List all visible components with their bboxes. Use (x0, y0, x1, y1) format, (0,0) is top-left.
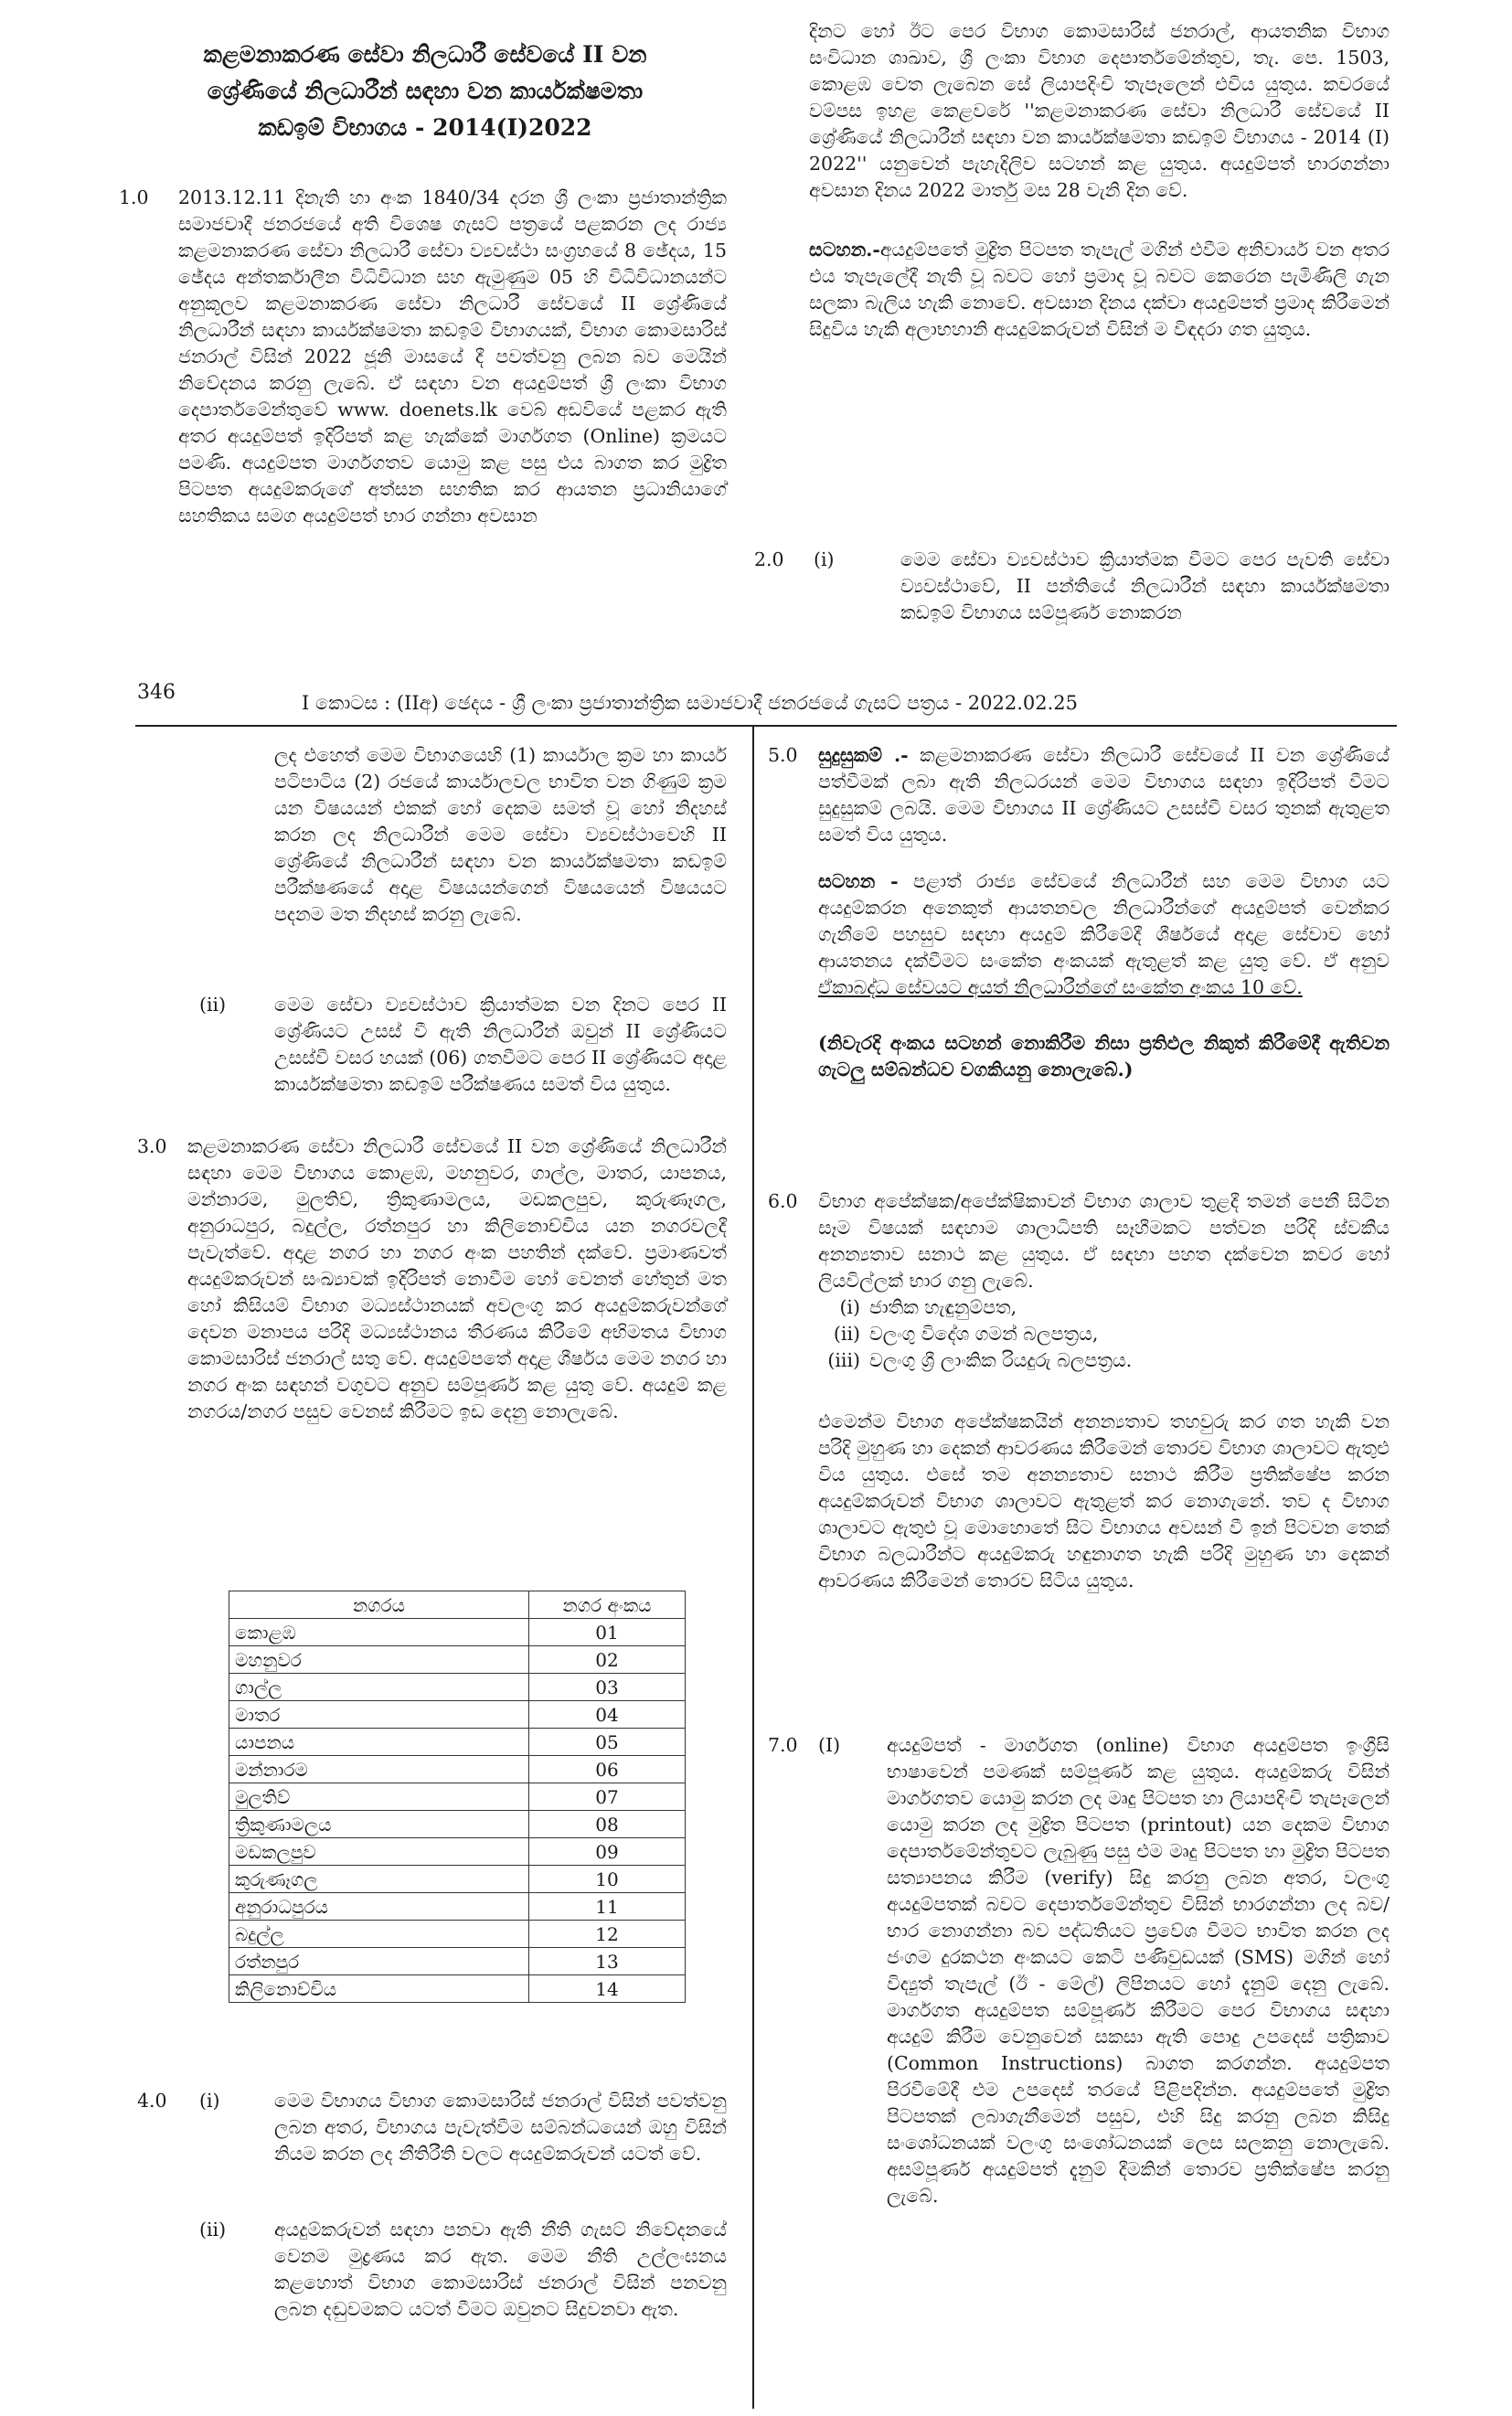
section-5-note-label: සටහන - (818, 870, 899, 892)
city-name-cell: කොළඹ (229, 1619, 529, 1646)
section-3-text: කළමනාකරණ සේවා නිලධාරී සේවයේ II වන ශ්‍රේණියේ නිලධාරීන් සඳහා මෙම විභාගය කොළඹ, මහනුවර, ගාල්ල, මාතර, යාපනය, මන්නාරම, මුලතිව්, ත්‍රිකුණාමලය, මඩකලපුව, කුරුණෑගල, අනුරාධපුර, බදුල්ල, රත්නපුර හා කිලිනොච්චිය යන නගරවලදී පැවැත්වේ. අදාළ නගර හා නගර අංක පහතින් දක්වේ. ප්‍රමාණවත් අයදුම්කරුවන් සංඛ්‍යාවක් ඉදිරිපත් නොවීම හෝ වෙනත් හේතුන් මත හෝ කිසියම් විභාග මධ්‍යස්ථානයක් අවලංගු කර අයදුම්කරුවන්ගේ දෙවන මනාපය පරිදි මධ්‍යස්ථානය තීරණය කිරීමේ අභිමතය විභාග කොමසාරිස් ජනරාල් සතු වේ. අයදුම්පතේ අදාළ ශීර්ෂය මෙම නගර හා නගර අංක සඳහන් වගුවට අනුව සම්පූර්ණ කළ යුතු වේ. අයදුම් කළ නගරය/නගර පසුව වෙනස් කිරීමට ඉඩ දෙනු නොලැබේ. (187, 1135, 727, 1422)
city-code-cell: 03 (529, 1674, 686, 1701)
section-4-ii-label: (ii) (199, 2219, 227, 2240)
section-6-text-2: එමෙන්ම විභාග අපේක්ෂකයින් අනන්‍යතාව තහවුරු කර ගත හැකි වන පරිදි මුහුණ හා දෙකන් ආවරණය කිරීමෙන් තොරව විභාග ශාලාවට ඇතුළු විය යුතුය. එසේ තම අනන්‍යතාව සනාථ කිරීම ප්‍රතික්ෂේප කරන අයදුම්කරුවන් විභාග ශාලාවට ඇතුළත් කර නොගැනේ. තව ද විභාග ශාලාවට ඇතුළු වූ මොහොතේ සිට විභාගය අවසන් වී ඉන් පිටවන තෙක් විභාග බලධාරීන්ට අයදුම්කරු හඳුනාගත හැකි පරිදි මුහුණ හා දෙකන් ආවරණය කිරීමෙන් තොරව සිටිය යුතුය. (818, 1410, 1390, 1591)
city-name-cell: ත්‍රිකුණාමලය (229, 1811, 529, 1838)
top-left-column (123, 37, 727, 146)
list-item-marker: (iii) (827, 1349, 860, 1371)
section-2-number: 2.0 (754, 548, 784, 570)
section-1-number: 1.0 (119, 186, 149, 208)
city-name-cell: කිලිනොච්චිය (229, 1975, 529, 2003)
section-1-body (178, 185, 727, 529)
section-4-i (274, 2088, 727, 2167)
header-rule (135, 725, 1397, 727)
city-name-cell: අනුරාධපුරය (229, 1893, 529, 1921)
section-4-i-label: (i) (199, 2090, 220, 2112)
city-code-cell: 06 (529, 1756, 686, 1783)
city-code-table (229, 1591, 686, 2003)
list-item (818, 1294, 1390, 1321)
table-row (229, 1756, 686, 1783)
section-1-note (809, 237, 1390, 343)
table-row (229, 1948, 686, 1975)
city-code-cell: 11 (529, 1893, 686, 1921)
table-row (229, 1783, 686, 1811)
city-name-cell: ගාල්ල (229, 1674, 529, 1701)
section-3-body (187, 1133, 727, 1425)
list-item-marker: (ii) (833, 1323, 860, 1345)
running-header: I කොටස : (IIඅ) ඡෙදය - ශ්‍රී ලංකා ප්‍රජාතාන්ත්‍රික සමාජවාදී ජනරජයේ ගැසට් පත්‍රය - 2022.02.25 (302, 692, 1079, 714)
section-1-note-text: අයදුම්පතේ මුද්‍රිත පිටපත තැපැල් මගින් එවීම අනිවාර්ය වන අතර එය තැපැලේදී නැති වූ බවට හෝ ප්‍රමාද වූ බවට කෙරෙන පැමිණිලි ගැන සලකා බැලිය හැකි නොවේ. අවසාන දිනය දක්වා අයදුම්පත් ප්‍රමාද කිරීමෙන් සිදුවිය හැකි අලාභහානි අයදුම්කරුවන් විසින් ම විඳදරා ගත යුතුය. (809, 239, 1390, 340)
table-row (229, 1921, 686, 1948)
table-row (229, 1701, 686, 1729)
section-1-text: 2013.12.11 දිනැති හා අංක 1840/34 දරන ශ්‍රී ලංකා ප්‍රජාතාන්ත්‍රික සමාජවාදී ජනරජයේ අති විශෙෂ ගැසට් පත්‍රයේ පළකරන ලද රාජ්‍ය කළමනාකරණ සේවා නිලධාරී සේවා ව්‍යවස්ථා සංග්‍රහයේ 8 ඡේදය, 15 ඡේදය අන්තර්කාලීන විධිවිධාන සහ ඇමුණුම 05 හි විධිවිධානයන්ට අනුකූලව කළමනාකරණ සේවා නිලධාරී සේවයේ II ශ්‍රේණියේ නිලධාරීන් සඳහා කාර්යක්ෂමතා කඩඉම් විභාගයක්, විභාග කොමසාරිස් ජනරාල් විසින් 2022 ජූනි මාසයේ දී පවත්වනු ලබන බව මෙයින් නිවේදනය කරනු ලැබේ. ඒ සඳහා වන අයදුම්පත් ශ්‍රී ලංකා විභාග දෙපාර්තමේන්තුවේ www. doenets.lk වෙබ් අඩවියේ පළකර ඇති අතර අයදුම්පත් ඉදිරිපත් කළ හැක්කේ මාර්ගගත (Online) ක්‍රමයට පමණි. අයදුම්පත මාර්ගගතව යොමු කළ පසු එය බාගත කර මුද්‍රිත පිටපත අයදුම්කරුගේ අත්සන සහතික කර ආයතන ප්‍රධානියාගේ සහතිකය සමග අයදුම්පත් භාර ගන්නා අවසාන (178, 186, 727, 527)
table-header-city: නගරය (229, 1591, 529, 1619)
section-6-body (818, 1188, 1390, 1594)
section-2-i-continuation-text: ලද එහෙත් මෙම විභාගයෙහි (1) කාර්යාල ක්‍රම හා කාර්ය පටිපාටිය (2) රජයේ කාර්යාලවල භාවිත වන ගිණුම් ක්‍රම යන විෂයයන් එකක් හෝ දෙකම සමත් වූ හෝ නිදහස් කරන ලද නිලධාරීන් මෙම සේවා ව්‍යවස්ථාවෙහි II ශ්‍රේණියේ නිලධාරීන් සඳහා වන කාර්යක්ෂමතා කඩඉම් පරීක්ෂණයේ අදාළ විෂයයන්ගෙන් විෂයයෙන් විෂයයට පදනම මත නිදහස් කරනු ලැබේ. (274, 744, 727, 925)
city-code-cell: 13 (529, 1948, 686, 1975)
section-2-i-continuation (274, 742, 727, 928)
top-right-column (809, 18, 1390, 343)
city-code-cell: 08 (529, 1811, 686, 1838)
table-row (229, 1619, 686, 1646)
page-title-line-3: කඩඉම් විභාගය - 2014(I)2022 (258, 114, 592, 141)
section-4-ii-text: අයදුම්කරුවන් සඳහා පනවා ඇති නීති ගැසට් නිවේදනයේ වෙනම මුද්‍රණය කර ඇත. මෙම නීති උල්ලංඝනය කළහොත් විභාග කොමසාරිස් ජනරාල් විසින් පනවනු ලබන දඬුවමකට යටත් වීමට ඔවුනට සිදුවනවා ඇත. (274, 2219, 727, 2320)
section-7-body (887, 1732, 1390, 2209)
table-header-code: නගර අංකය (529, 1591, 686, 1619)
table-row (229, 1811, 686, 1838)
table-row (229, 1975, 686, 2003)
section-5-body (818, 742, 1390, 1083)
city-name-cell: මන්නාරම (229, 1756, 529, 1783)
table-row (229, 1866, 686, 1893)
section-7-text: අයදුම්පත් - මාර්ගගත (online) විභාග අයදුම්පත ඉංග්‍රීසි භාෂාවෙන් පමණක් සම්පූර්ණ කළ යුතුය. අයදුම්කරු විසින් මාර්ගගතව යොමු කරන ලද මෘදු පිටපත හා ලියාපදිංචි තැපෑලෙන් යොමු කරන ලද මුද්‍රිත පිටපත (printout) යන දෙකම විභාග දෙපාර්තමේන්තුවට ලැබුණු පසු එම මෘදු පිටපත හා මුද්‍රිත පිටපත සත්‍යාපනය කිරීම (verify) සිදු කරනු ලබන අතර, වලංගු අයදුම්පතක් බවට දෙපාර්තමේන්තුව විසින් භාරගන්නා ලද බව/භාර නොගන්නා බව පද්ධතියට ප්‍රවේශ වීමට භාවිත කරන ලද ජංගම දුරකථන අංකයට කෙටි පණිවුඩයක් (SMS) මගින් හෝ විද්‍යුත් තැපැල් (ඊ - මේල්) ලිපිනයට හෝ දැනුම් දෙනු ලැබේ. මාර්ගගත අයදුම්පත සම්පූර්ණ කිරීමට පෙර විභාගය සඳහා අයදුම් කිරීම වෙනුවෙන් සකසා ඇති පොදු උපදෙස් පත්‍රිකාව (Common Instructions) බාගත කරගන්න. අයදුම්පත පිරවීමේදී එම උපදෙස් තරයේ පිළිපදින්න. අයදුම්පතේ මුද්‍රිත පිටපතක් ලබාගැනීමෙන් පසුව, එහි සිදු කරනු ලබන කිසිදු සංශෝධනයක් වලංගු සංශෝධනයක් ලෙස සලකනු නොලැබේ. අසම්පූර්ණ අයදුම්පත් දැනුම් දීමකින් තොරව ප්‍රතික්ෂේප කරනු ලැබේ. (887, 1734, 1390, 2207)
section-1-continuation: දිනට හෝ ඊට පෙර විභාග කොමසාරිස් ජනරාල්, ආයතනික විභාග සංවිධාන ශාඛාව, ශ්‍රී ලංකා විභාග දෙපාර්තමේන්තුව, තැ. පෙ. 1503, කොළඹ වෙත ලැබෙන සේ ලියාපදිංචි තැපෑලෙන් එවිය යුතුය. කවරයේ වම්පස ඉහළ කෙළවරේ ''කළමනාකරණ සේවා නිලධාරී සේවයේ II ශ්‍රේණියේ නිලධාරීන් සඳහා වන කාර්යක්ෂමතා කඩඉම් විභාගය - 2014 (I) 2022'' යනුවෙන් පැහැදිලිව සටහන් කළ යුතුය. අයදුම්පත් භාරගන්නා අවසාන දිනය 2022 මාර්තු මස 28 වැනි දින වේ. (809, 20, 1390, 201)
column-divider (752, 727, 754, 2409)
city-rows (229, 1619, 686, 2003)
table-row (229, 1838, 686, 1866)
section-2-i-top-text: මෙම සේවා ව්‍යවස්ථාව ක්‍රියාත්මක වීමට පෙර පැවති සේවා ව්‍යවස්ථාවේ, II පන්තියේ නිලධාරීන් සඳහා කාර්යක්ෂමතා කඩඉම් විභාගය සම්පූර්ණ නොකරන (900, 548, 1390, 623)
section-7-label: (I) (818, 1734, 841, 1756)
city-code-cell: 07 (529, 1783, 686, 1811)
city-name-cell: රත්නපුර (229, 1948, 529, 1975)
city-code-cell: 09 (529, 1838, 686, 1866)
section-5-note-underlined: ඒකාබද්ධ සේවයට අයත් නිලධාරීන්ගේ සංකේත අංකය 10 වේ. (818, 976, 1303, 998)
list-item-text: ජාතික හැඳුනුම්පත, (869, 1296, 1017, 1318)
section-2-ii-label: (ii) (199, 994, 227, 1016)
city-code-cell: 04 (529, 1701, 686, 1729)
section-5-text (818, 742, 1390, 848)
city-name-cell: මහනුවර (229, 1646, 529, 1674)
city-name-cell: මාතර (229, 1701, 529, 1729)
city-code-cell: 12 (529, 1921, 686, 1948)
table-row (229, 1729, 686, 1756)
section-5-text-content: කළමනාකරණ සේවා නිලධාරී සේවයේ II වන ශ්‍රේණියේ පත්වීමක් ලබා ඇති නිලධරයන් මෙම විභාගය සඳහා ඉදිරිපත් වීමට සුදුසුකම් ලබයි. මෙම විභාගය II ශ්‍රේණියට උසස්වී වසර තුනක් ඇතුළත සමත් විය යුතුය. (818, 744, 1390, 846)
table-row (229, 1674, 686, 1701)
table-row (229, 1646, 686, 1674)
city-name-cell: මුලතිව් (229, 1783, 529, 1811)
table-row (229, 1893, 686, 1921)
city-code-cell: 10 (529, 1866, 686, 1893)
accepted-id-list (818, 1294, 1390, 1374)
list-item-marker: (i) (839, 1296, 860, 1318)
section-5-label: සුදුසුකම් .- (818, 744, 909, 766)
list-item-text: වලංගු විදේශ ගමන් බලපත්‍රය, (869, 1323, 1099, 1345)
page-title-line-2: ශ්‍රේණියේ නිලධාරීන් සඳහා වන කාර්යක්ෂමතා (207, 78, 644, 104)
section-6-number: 6.0 (768, 1190, 798, 1212)
city-name-cell: මඩකලපුව (229, 1838, 529, 1866)
section-4-number: 4.0 (137, 2090, 167, 2112)
section-5-note (818, 868, 1390, 1001)
section-1-note-label: සටහන.- (809, 239, 880, 261)
list-item (818, 1347, 1390, 1374)
page-title-line-1: කළමනාකරණ සේවා නිලධාරී සේවයේ II වන (203, 41, 647, 68)
city-code-cell: 05 (529, 1729, 686, 1756)
section-2-i-label: (i) (814, 548, 835, 570)
table-header-row (229, 1591, 686, 1619)
section-7-number: 7.0 (768, 1734, 798, 1756)
section-4-i-text: මෙම විභාගය විභාග කොමසාරිස් ජනරාල් විසින් පවත්වනු ලබන අතර, විභාගය පැවැත්වීම සම්බන්ධයෙන් ඔහු විසින් නියම කරන ලද නීතිරීති වලට අයදුම්කරුවන් යටත් වේ. (274, 2090, 727, 2165)
section-5-note-text: පළාත් රාජ්‍ය සේවයේ නිලධාරීන් සහ මෙම විභාග යට අයදුම්කරන අනෙකුත් ආයතනවල නිලධාරීන්ගේ අයදුම්පත් වෙන්කර ගැනීමේ පහසුව සඳහා අයදුම් කිරීමේදී ශීර්ෂයේ අදාළ සේවාව හෝ ආයතනය දක්වීමට සංකේත අංකයක් ඇතුළත් කළ යුතු වේ. ඒ අනුව (818, 870, 1390, 972)
section-4-ii (274, 2217, 727, 2323)
city-code-cell: 02 (529, 1646, 686, 1674)
city-name-cell: කුරුණෑගල (229, 1866, 529, 1893)
city-name-cell: බදුල්ල (229, 1921, 529, 1948)
city-name-cell: යාපනය (229, 1729, 529, 1756)
list-item (818, 1321, 1390, 1347)
city-code-cell: 14 (529, 1975, 686, 2003)
section-5-number: 5.0 (768, 744, 798, 766)
section-6-text: විභාග අපේක්ෂක/අපේක්ෂිකාවන් විභාග ශාලාව තුළදී තමන් පෙනී සිටින සෑම විෂයක් සඳහාම ශාලාධිපති සෑහීමකට පත්වන පරිදි ස්වකීය අනන්‍යතාව සනාථ කළ යුතුය. ඒ සඳහා පහත දක්වෙන කවර හෝ ලියවිල්ලක් භාර ගනු ලැබේ. (818, 1190, 1390, 1292)
section-2-ii (274, 992, 727, 1098)
page-number: 346 (137, 681, 176, 704)
city-code-cell: 01 (529, 1619, 686, 1646)
section-5-bold-note: (නිවැරදි අංකය සටහන් නොකිරීම නිසා ප්‍රතිඵල නිකුත් කිරීමේදී ඇතිවන ගැටලු සම්බන්ධව වගකියනු නොලැබේ.) (818, 1032, 1390, 1080)
section-2-i-top (900, 547, 1390, 626)
list-item-text: වලංගු ශ්‍රී ලාංකික රියදුරු බලපත්‍රය. (869, 1349, 1133, 1371)
section-3-number: 3.0 (137, 1135, 167, 1157)
section-2-ii-text: මෙම සේවා ව්‍යවස්ථාව ක්‍රියාත්මක වන දිනට පෙර II ශ්‍රේණියට උසස් වී ඇති නිලධාරීන් ඔවුන් II ශ්‍රේණියට උසස්වී වසර හයක් (06) ගතවීමට පෙර II ශ්‍රේණියට අදාළ කාර්යක්ෂමතා කඩඉම් පරීක්ෂණය සමත් විය යුතුය. (274, 994, 727, 1095)
